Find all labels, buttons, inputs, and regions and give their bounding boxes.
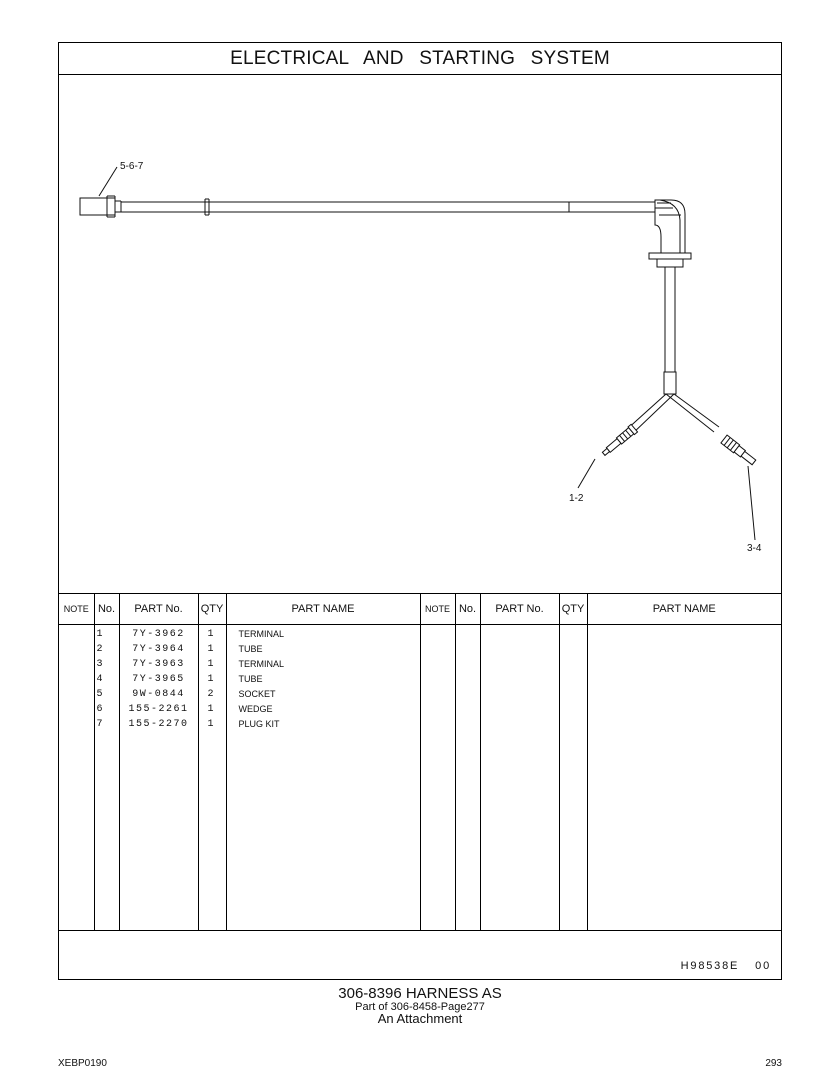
part-name-column-right	[587, 625, 781, 932]
item-part-name: TUBE	[238, 644, 263, 654]
callout-1-2: 1-2	[569, 493, 584, 504]
item-part-name: WEDGE	[238, 704, 273, 714]
item-qty: 1	[207, 674, 214, 685]
leader-line-1-2	[578, 459, 595, 488]
left-connector	[80, 196, 121, 217]
illustration-code	[681, 960, 771, 972]
item-no: 1	[96, 629, 103, 640]
y-branch	[625, 394, 719, 435]
assembly-note: An Attachment	[377, 1011, 463, 1026]
table-body-row	[59, 625, 781, 932]
header-note: NOTE	[59, 594, 94, 625]
item-part-name: SOCKET	[238, 689, 276, 699]
header-part-no-right: PART No.	[480, 594, 559, 625]
part-no-column-right	[480, 625, 559, 932]
qty-column	[198, 625, 226, 932]
right-terminal	[721, 435, 757, 466]
elbow-connector	[649, 200, 691, 267]
item-part-no: 155-2261	[128, 704, 189, 715]
vertical-cable	[664, 267, 676, 394]
item-qty: 1	[207, 629, 214, 640]
item-part-no: 155-2270	[128, 719, 189, 730]
leader-line-5-6-7	[99, 167, 117, 196]
item-qty: 1	[207, 704, 214, 715]
illustration-revision: 00	[755, 960, 771, 972]
harness-diagram	[59, 75, 781, 593]
qty-column-right	[559, 625, 587, 932]
parts-table	[59, 593, 781, 931]
item-qty: 1	[207, 644, 214, 655]
header-no-right: No.	[455, 594, 480, 625]
part-name-column	[226, 625, 420, 932]
illustration-number: H98538E	[680, 960, 740, 972]
header-part-name-right: PART NAME	[587, 594, 781, 625]
item-qty: 1	[207, 719, 214, 730]
item-part-no: 7Y-3962	[132, 629, 185, 640]
item-part-no: 9W-0844	[132, 689, 185, 700]
illustration-footer	[59, 930, 781, 979]
item-qty: 2	[207, 689, 214, 700]
item-qty: 1	[207, 659, 214, 670]
main-cable	[121, 199, 655, 215]
header-qty: QTY	[198, 594, 226, 625]
section-title: ELECTRICAL AND STARTING SYSTEM	[59, 43, 781, 75]
leader-line-3-4	[748, 466, 755, 540]
header-part-no: PART No.	[119, 594, 198, 625]
part-no-column	[119, 625, 198, 932]
callout-3-4: 3-4	[747, 543, 762, 554]
no-column-right	[455, 625, 480, 932]
note-column-right	[420, 625, 455, 932]
item-part-name: TUBE	[238, 674, 263, 684]
page-number: 293	[765, 1058, 782, 1069]
item-part-name: TERMINAL	[238, 629, 285, 639]
item-no: 4	[96, 674, 103, 685]
left-terminal	[600, 424, 637, 457]
no-column	[94, 625, 119, 932]
item-no: 7	[96, 719, 103, 730]
item-no: 6	[96, 704, 103, 715]
item-part-no: 7Y-3965	[132, 674, 185, 685]
item-part-no: 7Y-3964	[132, 644, 185, 655]
table-header-row	[59, 594, 781, 625]
note-column	[59, 625, 94, 932]
item-part-name: TERMINAL	[238, 659, 285, 669]
callout-5-6-7: 5-6-7	[120, 161, 144, 172]
page-frame	[58, 42, 782, 980]
header-no: No.	[94, 594, 119, 625]
assembly-part-of: Part of 306-8458-Page277	[355, 1001, 485, 1013]
header-note-right: NOTE	[420, 594, 455, 625]
item-part-no: 7Y-3963	[132, 659, 185, 670]
assembly-title: 306-8396 HARNESS AS	[338, 985, 502, 1002]
item-no: 3	[96, 659, 103, 670]
document-id: XEBP0190	[58, 1058, 107, 1069]
item-part-name: PLUG KIT	[238, 719, 280, 729]
header-qty-right: QTY	[559, 594, 587, 625]
item-no: 5	[96, 689, 103, 700]
header-part-name: PART NAME	[226, 594, 420, 625]
item-no: 2	[96, 644, 103, 655]
